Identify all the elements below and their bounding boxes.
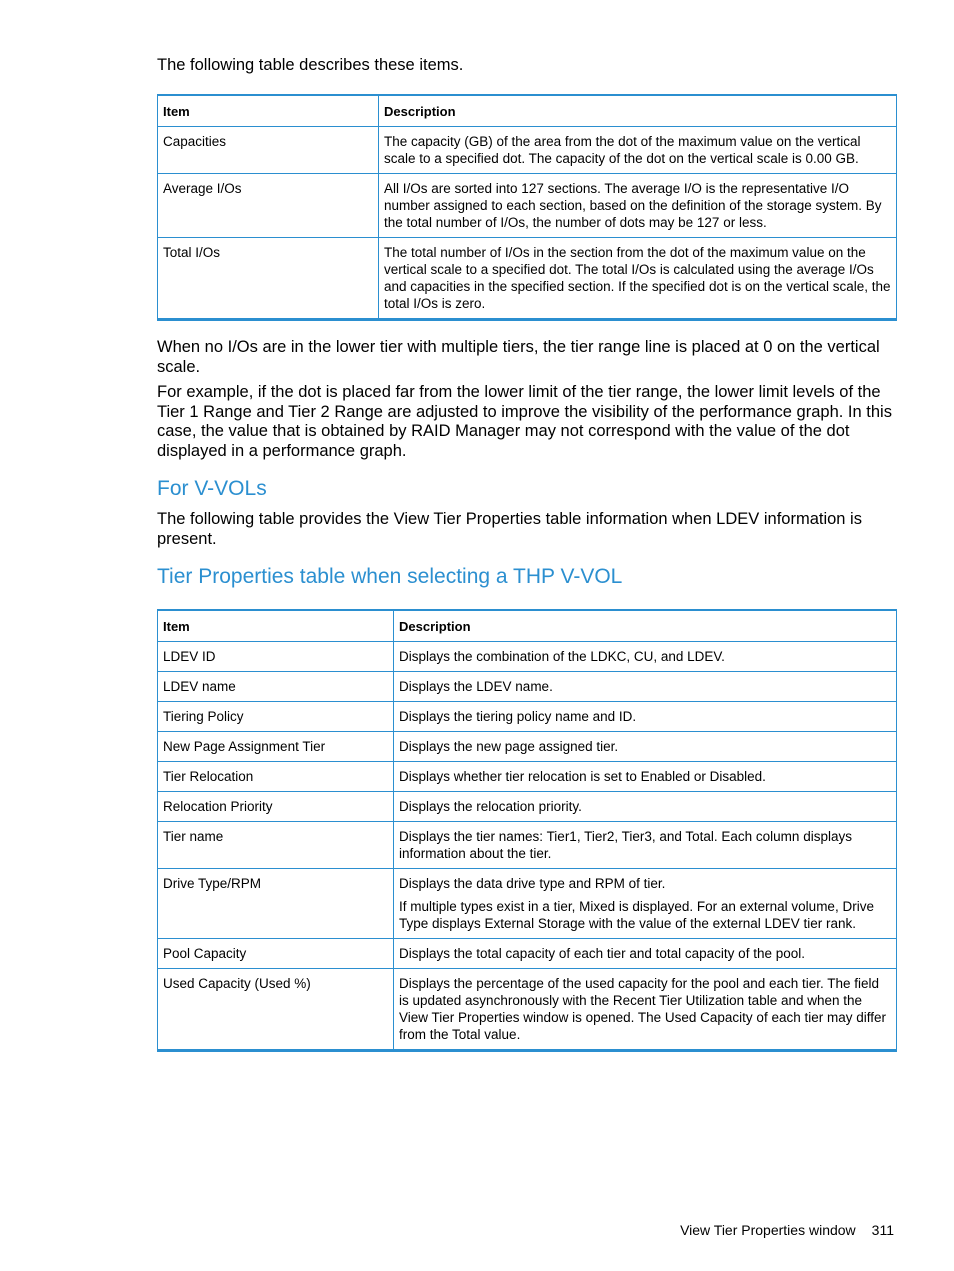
description-cell: Displays the new page assigned tier. <box>394 732 897 762</box>
item-cell: Pool Capacity <box>158 939 394 969</box>
paragraph-v-vols: The following table provides the View Tier Properties table information when LDEV information is present. <box>157 510 862 548</box>
column-header-item: Item <box>158 95 379 127</box>
description-cell: The capacity (GB) of the area from the dot of the maximum value on the vertical scale to a specified dot. The capacity of the dot on the vertical scale is 0.00 GB. <box>379 127 897 174</box>
description-cell: Displays the relocation priority. <box>394 792 897 822</box>
column-header-description: Description <box>379 95 897 127</box>
item-cell: Tiering Policy <box>158 702 394 732</box>
description-cell: Displays the percentage of the used capacity for the pool and each tier. The field is updated asynchronously with the Recent Tier Utilization table and when the View Tier Properties window is opened. The Used Capacity of each tier may differ from the Total value. <box>394 969 897 1051</box>
table-header-row <box>158 610 897 642</box>
table-row <box>158 174 897 238</box>
item-cell: Total I/Os <box>158 238 379 320</box>
item-cell: Average I/Os <box>158 174 379 238</box>
item-cell: Relocation Priority <box>158 792 394 822</box>
table-row <box>158 702 897 732</box>
item-cell: New Page Assignment Tier <box>158 732 394 762</box>
paragraph-example: For example, if the dot is placed far from the lower limit of the tier range, the lower limit levels of the Tier 1 Range and Tier 2 Range are adjusted to improve the visibility of the performance graph. In this case, the value that is obtained by RAID Manager may not correspond with the value of the dot displayed in a performance graph. <box>157 383 892 460</box>
description-cell: All I/Os are sorted into 127 sections. The average I/O is the representative I/O number assigned to each section, based on the definition of the storage system. By the total number of I/Os, the number of dots may be 127 or less. <box>379 174 897 238</box>
column-header-item: Item <box>158 610 394 642</box>
item-cell: LDEV ID <box>158 642 394 672</box>
page-footer <box>680 1222 894 1238</box>
description-cell: Displays the tiering policy name and ID. <box>394 702 897 732</box>
description-cell: Displays the total capacity of each tier and total capacity of the pool. <box>394 939 897 969</box>
item-cell: LDEV name <box>158 672 394 702</box>
item-cell: Drive Type/RPM <box>158 869 394 939</box>
table-row <box>158 642 897 672</box>
footer-title: View Tier Properties window <box>680 1222 856 1238</box>
section-heading-v-vols: For V-VOLs <box>157 477 267 500</box>
description-line: If multiple types exist in a tier, Mixed is displayed. For an external volume, Drive Type displays External Storage with the value of the external LDEV tier rank. <box>399 899 874 931</box>
table-row <box>158 822 897 869</box>
section-heading-tier-properties: Tier Properties table when selecting a THP V-VOL <box>157 565 623 588</box>
table-row <box>158 969 897 1051</box>
item-cell: Used Capacity (Used %) <box>158 969 394 1051</box>
table-row <box>158 127 897 174</box>
item-cell: Capacities <box>158 127 379 174</box>
column-header-description: Description <box>394 610 897 642</box>
description-cell: Displays the tier names: Tier1, Tier2, Tier3, and Total. Each column displays information about the tier. <box>394 822 897 869</box>
table-row <box>158 762 897 792</box>
tier-properties-table <box>157 609 897 1052</box>
paragraph-lower-tier: When no I/Os are in the lower tier with multiple tiers, the tier range line is placed at 0 on the vertical scale. <box>157 338 880 376</box>
table-row <box>158 792 897 822</box>
table-row <box>158 869 897 939</box>
page-number: 311 <box>871 1222 894 1238</box>
items-table <box>157 94 897 321</box>
table-row <box>158 238 897 320</box>
description-cell: The total number of I/Os in the section from the dot of the maximum value on the vertical scale to a specified dot. The total I/Os is calculated using the average I/Os and capacities in the specified section. If the specified dot is on the vertical scale, the total I/Os is zero. <box>379 238 897 320</box>
table-row <box>158 939 897 969</box>
description-cell <box>394 869 897 939</box>
table-row <box>158 732 897 762</box>
description-cell: Displays the LDEV name. <box>394 672 897 702</box>
description-cell: Displays whether tier relocation is set to Enabled or Disabled. <box>394 762 897 792</box>
item-cell: Tier Relocation <box>158 762 394 792</box>
intro-text: The following table describes these items. <box>157 56 464 74</box>
description-line: Displays the data drive type and RPM of tier. <box>399 876 666 891</box>
table-header-row <box>158 95 897 127</box>
item-cell: Tier name <box>158 822 394 869</box>
table-row <box>158 672 897 702</box>
description-cell: Displays the combination of the LDKC, CU, and LDEV. <box>394 642 897 672</box>
